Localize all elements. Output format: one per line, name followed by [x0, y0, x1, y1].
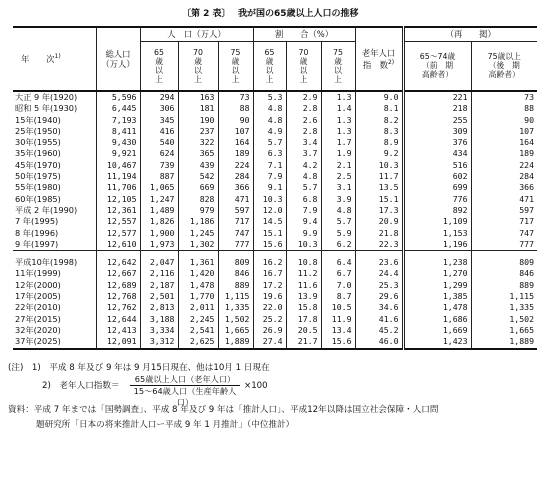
total-population-cell: 12,667 [96, 268, 140, 279]
total-population-cell: 11,706 [96, 182, 140, 193]
year-cell: 7 年(1995) [15, 216, 59, 227]
year-cell: 45年(1970) [15, 159, 61, 170]
ratio-70-plus-cell: 6.8 [286, 194, 321, 205]
year-cell: 27年(2015) [15, 313, 61, 324]
ratio-75-plus-cell: 2.5 [321, 171, 355, 182]
table-row [13, 268, 537, 279]
pop-75-plus-cell: 73 [218, 91, 253, 103]
year-cell: 17年(2005) [15, 291, 61, 302]
ratio-75-plus-cell: 6.4 [321, 257, 355, 268]
dependency-header [355, 27, 403, 91]
pop-70-plus-cell: 669 [178, 182, 218, 193]
ratio-70-plus-cell: 11.2 [286, 268, 321, 279]
ratio-70-plus-cell: 10.8 [286, 257, 321, 268]
ratio-70-plus-cell: 2.8 [286, 126, 321, 137]
dependency-index-cell: 29.6 [355, 291, 403, 302]
early-elderly-cell: 602 [403, 171, 471, 182]
total-population-cell: 12,413 [96, 325, 140, 336]
ratio-70-plus-cell: 20.5 [286, 325, 321, 336]
year-cell: 昭和 5 年(1930) [15, 103, 78, 114]
dependency-index-cell: 46.0 [355, 336, 403, 348]
pop-75-plus-cell: 1,115 [218, 291, 253, 302]
total-population-cell: 12,105 [96, 194, 140, 205]
dependency-index-cell: 15.1 [355, 194, 403, 205]
dependency-index-cell: 17.3 [355, 205, 403, 216]
table-row [13, 182, 537, 193]
early-elderly-cell: 699 [403, 182, 471, 193]
early-elderly-cell: 376 [403, 137, 471, 148]
pop-75-plus-cell: 366 [218, 182, 253, 193]
year-cell: 25年(1950) [15, 125, 61, 136]
dependency-header-note: 2) [387, 59, 395, 67]
dependency-formula [130, 374, 240, 408]
late-elderly-cell: 73 [471, 91, 537, 103]
dependency-index-cell: 8.9 [355, 137, 403, 148]
ratio-70-plus-cell: 2.9 [286, 91, 321, 103]
year-cell: 32年(2020) [15, 324, 61, 335]
ratio-75-plus-cell: 1.7 [321, 137, 355, 148]
total-population-cell: 12,610 [96, 239, 140, 251]
ratio-65-plus-cell: 14.5 [253, 216, 286, 227]
pop-70-plus-cell: 1,186 [178, 216, 218, 227]
pop-75-plus-cell: 471 [218, 194, 253, 205]
ratio-65-plus-cell: 17.2 [253, 280, 286, 291]
ratio-75-plus-cell: 1.3 [321, 126, 355, 137]
late-elderly-cell: 366 [471, 182, 537, 193]
ratio-75-plus-cell: 11.9 [321, 314, 355, 325]
pop-75-plus-cell: 224 [218, 160, 253, 171]
ratio-75-plus-cell: 3.1 [321, 182, 355, 193]
year-cell: 30年(1955) [15, 137, 61, 148]
pop-65-plus-cell: 416 [140, 126, 178, 137]
note-2-label: 2) 老年人口指数＝ [42, 381, 120, 391]
source-line-1: 資料：平成 7 年までは「国勢調査」、平成 8 年及び 9 年は「推計人口」、平成12年以降は国立社会保障・人口問 [8, 405, 439, 415]
pop-65-plus-cell: 1,826 [140, 216, 178, 227]
pop-65-plus-cell: 3,334 [140, 325, 178, 336]
early-elderly-cell: 309 [403, 126, 471, 137]
table-row [13, 239, 537, 251]
total-population-cell: 7,193 [96, 115, 140, 126]
pop-65-plus-cell: 1,065 [140, 182, 178, 193]
late-elderly-cell: 471 [471, 194, 537, 205]
late-elderly-cell: 1,115 [471, 291, 537, 302]
total-population-cell: 11,194 [96, 171, 140, 182]
pop-65-plus-cell: 2,116 [140, 268, 178, 279]
projected-rows [13, 251, 537, 349]
ratio-75-plus-cell: 6.7 [321, 268, 355, 279]
pop-75-plus-cell: 1,335 [218, 302, 253, 313]
table-row [13, 325, 537, 336]
ratio-65-plus-cell: 4.9 [253, 126, 286, 137]
ratio-70-plus-cell: 13.9 [286, 291, 321, 302]
year-cell: 平成 2 年(1990) [15, 204, 78, 215]
pop-70-plus-cell: 322 [178, 137, 218, 148]
table-row [13, 103, 537, 114]
pop-75-plus-cell: 747 [218, 228, 253, 239]
ratio-70-plus-cell: 7.9 [286, 205, 321, 216]
ratio-70-plus-cell: 15.8 [286, 302, 321, 313]
pop-70-plus-cell: 2,541 [178, 325, 218, 336]
table-row [13, 291, 537, 302]
pop-75-plus-cell: 809 [218, 257, 253, 268]
total-population-cell: 12,557 [96, 216, 140, 227]
ratio-75-plus-cell: 2.1 [321, 160, 355, 171]
pop-75-plus-cell: 189 [218, 148, 253, 159]
ratio-70-plus-cell: 4.8 [286, 171, 321, 182]
late-elderly-cell: 717 [471, 216, 537, 227]
ratio-65-plus-cell: 7.1 [253, 160, 286, 171]
year-cell: 平成10年(1998) [15, 257, 78, 268]
pop-70-plus-cell: 365 [178, 148, 218, 159]
pop-70-plus-cell: 828 [178, 194, 218, 205]
dependency-index-cell: 10.3 [355, 160, 403, 171]
ratio-70-plus-cell: 10.3 [286, 239, 321, 251]
ratio-65-plus-cell: 5.7 [253, 137, 286, 148]
pop-70-plus-cell: 1,478 [178, 280, 218, 291]
late-elderly-cell: 284 [471, 171, 537, 182]
pop-75-plus-cell: 1,665 [218, 325, 253, 336]
ratio-70-plus-cell: 9.4 [286, 216, 321, 227]
late-elderly-cell: 846 [471, 268, 537, 279]
late-elderly-cell: 1,502 [471, 314, 537, 325]
early-elderly-cell: 221 [403, 91, 471, 103]
dependency-index-cell: 23.6 [355, 257, 403, 268]
ratio-65-plus-cell: 4.8 [253, 103, 286, 114]
pop-75-plus-cell: 107 [218, 126, 253, 137]
year-cell: 15年(1940) [15, 114, 61, 125]
total-population-cell: 12,768 [96, 291, 140, 302]
early-elderly-cell: 1,238 [403, 257, 471, 268]
table-row [13, 148, 537, 159]
total-population-cell: 5,596 [96, 91, 140, 103]
ratio-65-plus-cell: 27.4 [253, 336, 286, 348]
ratio-65-plus-cell: 12.0 [253, 205, 286, 216]
ratio-65-plus-cell: 10.3 [253, 194, 286, 205]
early-elderly-cell: 1,299 [403, 280, 471, 291]
early-elderly-cell: 434 [403, 148, 471, 159]
ratio-65-plus-cell: 16.7 [253, 268, 286, 279]
year-header-label: 年 次 [21, 54, 55, 64]
late-elderly-cell: 88 [471, 103, 537, 114]
dependency-index-cell: 21.8 [355, 228, 403, 239]
year-cell: 60年(1985) [15, 193, 61, 204]
pop-65-plus-cell: 2,047 [140, 257, 178, 268]
late-elderly-cell: 107 [471, 126, 537, 137]
table-row [13, 126, 537, 137]
pop-65-plus-cell: 1,900 [140, 228, 178, 239]
pop-65-plus-cell: 294 [140, 91, 178, 103]
note-1: (注) 1) 平成 8 年及び 9 年は 9 月15日現在、他は10月 1 日現在 [8, 363, 270, 373]
late-elderly-header: 75歳以上 （後 期 高齢者） [471, 41, 537, 91]
year-cell: 8 年(1996) [15, 227, 59, 238]
table-row [13, 257, 537, 268]
ratio-75-plus-cell: 6.2 [321, 239, 355, 251]
early-elderly-cell: 1,478 [403, 302, 471, 313]
late-elderly-cell: 1,889 [471, 336, 537, 348]
ratio-65-plus-cell: 15.1 [253, 228, 286, 239]
late-elderly-cell: 809 [471, 257, 537, 268]
ratio-75-plus-cell: 1.3 [321, 115, 355, 126]
ratio75-header: 75 歳 以 上 [321, 41, 355, 91]
pop-70-plus-cell: 1,770 [178, 291, 218, 302]
early-elderly-header: 65～74歳 （前 期 高齢者） [403, 41, 471, 91]
early-elderly-cell: 1,196 [403, 239, 471, 251]
table-title [0, 6, 550, 20]
ratio-65-plus-cell: 26.9 [253, 325, 286, 336]
late-elderly-cell: 189 [471, 148, 537, 159]
pop-75-plus-cell: 1,889 [218, 336, 253, 348]
ratio-70-plus-cell: 11.6 [286, 280, 321, 291]
dependency-index-cell: 41.6 [355, 314, 403, 325]
pop-65-plus-cell: 306 [140, 103, 178, 114]
pop-70-plus-cell: 979 [178, 205, 218, 216]
ratio70-header: 70 歳 以 上 [286, 41, 321, 91]
ratio-75-plus-cell: 4.8 [321, 205, 355, 216]
ratio-75-plus-cell: 1.3 [321, 91, 355, 103]
pop-65-plus-cell: 2,813 [140, 302, 178, 313]
ratio-65-plus-cell: 22.0 [253, 302, 286, 313]
pop-65-plus-cell: 2,187 [140, 280, 178, 291]
dependency-index-cell: 9.0 [355, 91, 403, 103]
ratio-70-plus-cell: 2.8 [286, 103, 321, 114]
ratio-65-plus-cell: 7.9 [253, 171, 286, 182]
ratio-75-plus-cell: 15.6 [321, 336, 355, 348]
ratio-70-plus-cell: 17.8 [286, 314, 321, 325]
year-cell: 55年(1980) [15, 182, 61, 193]
pop-70-plus-cell: 439 [178, 160, 218, 171]
ratio-65-plus-cell: 5.3 [253, 91, 286, 103]
ratio-70-plus-cell: 9.9 [286, 228, 321, 239]
late-elderly-cell: 164 [471, 137, 537, 148]
early-elderly-cell: 1,385 [403, 291, 471, 302]
ratio65-header: 65 歳 以 上 [253, 41, 286, 91]
early-elderly-cell: 1,153 [403, 228, 471, 239]
pop-70-plus-cell: 237 [178, 126, 218, 137]
pop-65-plus-cell: 3,188 [140, 314, 178, 325]
ratio-70-plus-cell: 3.4 [286, 137, 321, 148]
year-header-note: 1) [54, 53, 61, 61]
ratio-65-plus-cell: 4.8 [253, 115, 286, 126]
dependency-index-cell: 8.1 [355, 103, 403, 114]
late-elderly-cell: 224 [471, 160, 537, 171]
age70-header: 70 歳 以 上 [178, 41, 218, 91]
ratio-65-plus-cell: 25.2 [253, 314, 286, 325]
pop-70-plus-cell: 181 [178, 103, 218, 114]
table-row [13, 205, 537, 216]
pop-65-plus-cell: 887 [140, 171, 178, 182]
table-row [13, 314, 537, 325]
pop-70-plus-cell: 542 [178, 171, 218, 182]
pop-70-plus-cell: 2,011 [178, 302, 218, 313]
early-elderly-cell: 218 [403, 103, 471, 114]
ratio-75-plus-cell: 5.7 [321, 216, 355, 227]
pop-75-plus-cell: 717 [218, 216, 253, 227]
dependency-index-cell: 24.4 [355, 268, 403, 279]
pop-75-plus-cell: 597 [218, 205, 253, 216]
population-group-header: 人 口（万人） [140, 27, 253, 41]
dependency-index-cell: 9.2 [355, 148, 403, 159]
dependency-index-cell: 8.3 [355, 126, 403, 137]
formula-numerator: 65歳以上人口（老年人口） [130, 374, 240, 386]
dependency-header-label: 老年人口 指 数 [361, 48, 396, 70]
year-cell: 50年(1975) [15, 171, 61, 182]
total-population-cell: 12,689 [96, 280, 140, 291]
ratio-75-plus-cell: 1.9 [321, 148, 355, 159]
age65-header: 65 歳 以 上 [140, 41, 178, 91]
year-cell: 22年(2010) [15, 302, 61, 313]
ratio-75-plus-cell: 1.4 [321, 103, 355, 114]
total-population-cell: 8,411 [96, 126, 140, 137]
early-elderly-cell: 1,669 [403, 325, 471, 336]
total-population-cell: 6,445 [96, 103, 140, 114]
table-row [13, 115, 537, 126]
early-elderly-cell: 776 [403, 194, 471, 205]
ratio-65-plus-cell: 16.2 [253, 257, 286, 268]
pop-65-plus-cell: 2,501 [140, 291, 178, 302]
late-elderly-cell: 889 [471, 280, 537, 291]
early-elderly-cell: 1,270 [403, 268, 471, 279]
pop-70-plus-cell: 1,245 [178, 228, 218, 239]
table-row [13, 91, 537, 103]
ratio-75-plus-cell: 5.9 [321, 228, 355, 239]
late-elderly-cell: 777 [471, 239, 537, 251]
year-cell: 12年(2000) [15, 279, 61, 290]
total-population-cell: 12,762 [96, 302, 140, 313]
pop-70-plus-cell: 163 [178, 91, 218, 103]
dependency-index-cell: 13.5 [355, 182, 403, 193]
total-population-cell: 12,644 [96, 314, 140, 325]
dependency-index-cell: 34.6 [355, 302, 403, 313]
pop-65-plus-cell: 1,247 [140, 194, 178, 205]
pop-65-plus-cell: 1,973 [140, 239, 178, 251]
late-elderly-cell: 597 [471, 205, 537, 216]
dependency-index-cell: 8.2 [355, 115, 403, 126]
formula-denominator: 15～64歳人口（生産年齢人口） [133, 386, 237, 407]
late-elderly-cell: 1,335 [471, 302, 537, 313]
dependency-index-cell: 22.3 [355, 239, 403, 251]
ratio-group-header: 割 合（%） [253, 27, 355, 41]
pop-65-plus-cell: 1,489 [140, 205, 178, 216]
pop-70-plus-cell: 2,625 [178, 336, 218, 348]
ratio-65-plus-cell: 15.6 [253, 239, 286, 251]
early-elderly-cell: 1,109 [403, 216, 471, 227]
ratio-70-plus-cell: 5.7 [286, 182, 321, 193]
pop-75-plus-cell: 164 [218, 137, 253, 148]
table-row [13, 336, 537, 348]
pop-75-plus-cell: 88 [218, 103, 253, 114]
table-row [13, 160, 537, 171]
total-population-cell: 12,361 [96, 205, 140, 216]
pop-65-plus-cell: 345 [140, 115, 178, 126]
table-heading: 我が国の65歳以上人口の推移 [238, 9, 359, 19]
pop-65-plus-cell: 3,312 [140, 336, 178, 348]
table-row [13, 137, 537, 148]
ratio-70-plus-cell: 2.6 [286, 115, 321, 126]
table-row [13, 302, 537, 313]
table-row [13, 228, 537, 239]
population-table [13, 26, 537, 350]
pop-75-plus-cell: 846 [218, 268, 253, 279]
total-population-cell: 12,577 [96, 228, 140, 239]
age75-header: 75 歳 以 上 [218, 41, 253, 91]
table-row [13, 280, 537, 291]
ratio-75-plus-cell: 8.7 [321, 291, 355, 302]
total-population-cell: 10,467 [96, 160, 140, 171]
ratio-75-plus-cell: 10.5 [321, 302, 355, 313]
pop-75-plus-cell: 777 [218, 239, 253, 251]
pop-70-plus-cell: 2,245 [178, 314, 218, 325]
formula-multiplier: ×100 [244, 381, 268, 391]
year-header [13, 27, 96, 91]
pop-70-plus-cell: 1,420 [178, 268, 218, 279]
early-elderly-cell: 1,686 [403, 314, 471, 325]
table-row [13, 216, 537, 227]
dependency-index-cell: 20.9 [355, 216, 403, 227]
pop-70-plus-cell: 1,361 [178, 257, 218, 268]
actual-rows [13, 91, 537, 251]
total-population-cell: 12,091 [96, 336, 140, 348]
ratio-70-plus-cell: 21.7 [286, 336, 321, 348]
ratio-75-plus-cell: 7.0 [321, 280, 355, 291]
table-number: 〔第 2 表〕 [182, 9, 231, 19]
late-elderly-cell: 747 [471, 228, 537, 239]
year-cell: 37年(2025) [13, 336, 96, 348]
late-elderly-cell: 1,665 [471, 325, 537, 336]
year-cell: 9 年(1997) [15, 238, 59, 249]
total-population-cell: 9,921 [96, 148, 140, 159]
pop-75-plus-cell: 90 [218, 115, 253, 126]
late-elderly-cell: 90 [471, 115, 537, 126]
ratio-65-plus-cell: 6.3 [253, 148, 286, 159]
pop-75-plus-cell: 1,502 [218, 314, 253, 325]
year-cell: 大正 9 年(1920) [15, 92, 78, 102]
total-population-cell: 12,642 [96, 257, 140, 268]
ratio-75-plus-cell: 13.4 [321, 325, 355, 336]
early-elderly-cell: 1,423 [403, 336, 471, 348]
pop-70-plus-cell: 190 [178, 115, 218, 126]
ratio-65-plus-cell: 19.6 [253, 291, 286, 302]
table-row [13, 194, 537, 205]
pop-65-plus-cell: 540 [140, 137, 178, 148]
pop-70-plus-cell: 1,302 [178, 239, 218, 251]
early-elderly-cell: 255 [403, 115, 471, 126]
header-row-1 [13, 27, 537, 41]
ratio-70-plus-cell: 4.2 [286, 160, 321, 171]
dependency-index-cell: 45.2 [355, 325, 403, 336]
pop-65-plus-cell: 739 [140, 160, 178, 171]
source-line-2: 題研究所「日本の将来推計人口ー平成 9 年 1 月推計」（中位推計） [36, 420, 295, 430]
early-elderly-cell: 516 [403, 160, 471, 171]
dependency-index-cell: 25.3 [355, 280, 403, 291]
dependency-index-cell: 11.7 [355, 171, 403, 182]
ratio-70-plus-cell: 3.7 [286, 148, 321, 159]
early-elderly-cell: 892 [403, 205, 471, 216]
year-cell: 35年(1960) [15, 148, 61, 159]
total-population-cell: 9,430 [96, 137, 140, 148]
ratio-75-plus-cell: 3.9 [321, 194, 355, 205]
table-row [13, 171, 537, 182]
pop-75-plus-cell: 889 [218, 280, 253, 291]
year-cell: 11年(1999) [15, 268, 61, 279]
pop-65-plus-cell: 624 [140, 148, 178, 159]
pop-75-plus-cell: 284 [218, 171, 253, 182]
total-header: 総人口 （万人） [96, 27, 140, 91]
repost-group-header: （再 掲） [403, 27, 537, 41]
ratio-65-plus-cell: 9.1 [253, 182, 286, 193]
